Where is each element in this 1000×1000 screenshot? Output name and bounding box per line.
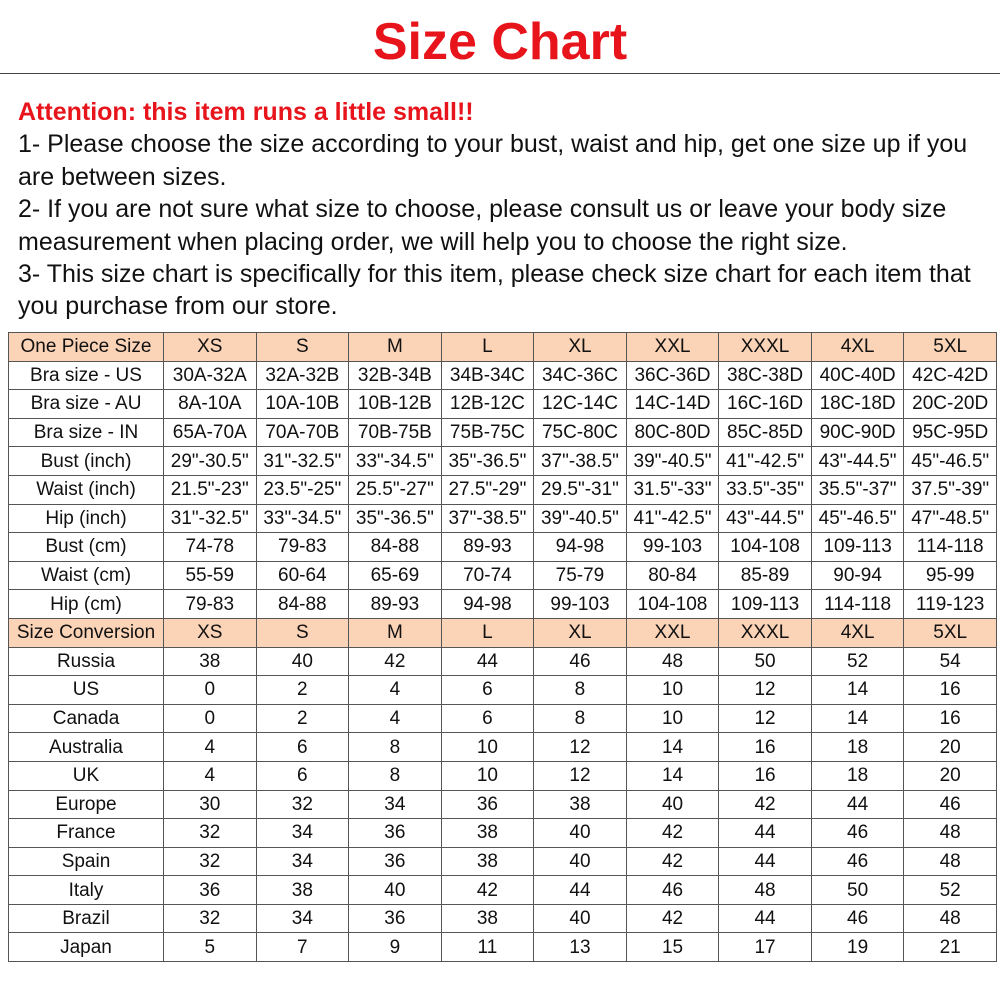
- size-header-cell: XL: [534, 333, 627, 362]
- table-cell: 23.5"-25": [256, 475, 349, 504]
- table-row: [9, 447, 997, 476]
- table-cell: 42: [626, 847, 719, 876]
- table-cell: 10: [441, 733, 534, 762]
- note-item-3: 3- This size chart is specifically for this item, please check size chart for each item that you purchase from our store.: [18, 260, 971, 321]
- table-cell: 27.5"-29": [441, 475, 534, 504]
- table-cell: 40C-40D: [811, 361, 904, 390]
- row-label-cell: Bra size - US: [9, 361, 164, 390]
- table-row: [9, 390, 997, 419]
- table-cell: 10: [626, 676, 719, 705]
- table-cell: 4: [164, 733, 257, 762]
- row-label-cell: UK: [9, 761, 164, 790]
- row-label-cell: Canada: [9, 704, 164, 733]
- table-cell: 36: [349, 847, 442, 876]
- table-cell: 11: [441, 933, 534, 962]
- table-cell: 44: [719, 904, 812, 933]
- title-divider: [0, 73, 1000, 74]
- table-cell: 35"-36.5": [441, 447, 534, 476]
- table-cell: 40: [534, 904, 627, 933]
- row-label-cell: Bra size - AU: [9, 390, 164, 419]
- table-cell: 38C-38D: [719, 361, 812, 390]
- table-cell: 99-103: [534, 590, 627, 619]
- table-cell: 29.5"-31": [534, 475, 627, 504]
- table-cell: 12: [534, 761, 627, 790]
- table-cell: 20: [904, 733, 997, 762]
- table-cell: 89-93: [349, 590, 442, 619]
- table-cell: 42: [719, 790, 812, 819]
- table-cell: 36: [441, 790, 534, 819]
- table-row: [9, 647, 997, 676]
- table-cell: 46: [626, 876, 719, 905]
- table-cell: 14: [626, 733, 719, 762]
- table-cell: 38: [441, 904, 534, 933]
- table-cell: 84-88: [349, 533, 442, 562]
- one-piece-size-header-row: [9, 333, 997, 362]
- table-cell: 44: [719, 819, 812, 848]
- table-cell: 30A-32A: [164, 361, 257, 390]
- table-cell: 44: [811, 790, 904, 819]
- size-header-cell: 5XL: [904, 333, 997, 362]
- table-cell: 36: [349, 904, 442, 933]
- table-cell: 44: [534, 876, 627, 905]
- table-cell: 34: [256, 904, 349, 933]
- table-cell: 99-103: [626, 533, 719, 562]
- table-cell: 75-79: [534, 561, 627, 590]
- table-cell: 65-69: [349, 561, 442, 590]
- table-cell: 5: [164, 933, 257, 962]
- table-cell: 10A-10B: [256, 390, 349, 419]
- table-cell: 18: [811, 761, 904, 790]
- table-cell: 36: [164, 876, 257, 905]
- table-row: [9, 475, 997, 504]
- row-label-cell: France: [9, 819, 164, 848]
- table-cell: 38: [164, 647, 257, 676]
- table-cell: 47"-48.5": [904, 504, 997, 533]
- table-cell: 37.5"-39": [904, 475, 997, 504]
- table-cell: 14: [811, 676, 904, 705]
- table-cell: 10B-12B: [349, 390, 442, 419]
- section-header-cell: Size Conversion: [9, 618, 164, 647]
- table-cell: 38: [256, 876, 349, 905]
- table-cell: 16: [904, 676, 997, 705]
- table-cell: 40: [349, 876, 442, 905]
- table-cell: 39"-40.5": [626, 447, 719, 476]
- table-cell: 42: [626, 904, 719, 933]
- note-item-2: 2- If you are not sure what size to choose, please consult us or leave your body size measurement when placing order, we will help you to choose the right size.: [18, 195, 947, 256]
- table-cell: 46: [811, 819, 904, 848]
- row-label-cell: Italy: [9, 876, 164, 905]
- table-cell: 42: [441, 876, 534, 905]
- table-cell: 8: [349, 761, 442, 790]
- row-label-cell: Hip (cm): [9, 590, 164, 619]
- size-header-cell: XXL: [626, 618, 719, 647]
- table-cell: 48: [904, 847, 997, 876]
- table-cell: 14: [626, 761, 719, 790]
- table-cell: 40: [534, 819, 627, 848]
- table-cell: 21: [904, 933, 997, 962]
- table-cell: 6: [441, 704, 534, 733]
- table-cell: 7: [256, 933, 349, 962]
- row-label-cell: Bra size - IN: [9, 418, 164, 447]
- table-cell: 41"-42.5": [626, 504, 719, 533]
- table-cell: 33"-34.5": [256, 504, 349, 533]
- table-cell: 39"-40.5": [534, 504, 627, 533]
- table-cell: 48: [904, 819, 997, 848]
- table-cell: 31.5"-33": [626, 475, 719, 504]
- section-header-cell: One Piece Size: [9, 333, 164, 362]
- table-cell: 79-83: [256, 533, 349, 562]
- table-cell: 95-99: [904, 561, 997, 590]
- table-cell: 14C-14D: [626, 390, 719, 419]
- table-cell: 46: [534, 647, 627, 676]
- table-cell: 31"-32.5": [256, 447, 349, 476]
- table-cell: 12B-12C: [441, 390, 534, 419]
- table-cell: 37"-38.5": [534, 447, 627, 476]
- table-cell: 32A-32B: [256, 361, 349, 390]
- size-header-cell: XS: [164, 333, 257, 362]
- table-cell: 44: [719, 847, 812, 876]
- table-cell: 2: [256, 704, 349, 733]
- size-header-cell: M: [349, 618, 442, 647]
- table-cell: 33.5"-35": [719, 475, 812, 504]
- table-cell: 19: [811, 933, 904, 962]
- table-row: [9, 933, 997, 962]
- table-cell: 33"-34.5": [349, 447, 442, 476]
- table-row: [9, 504, 997, 533]
- table-cell: 94-98: [441, 590, 534, 619]
- size-header-cell: 4XL: [811, 333, 904, 362]
- table-cell: 16: [719, 733, 812, 762]
- table-cell: 4: [349, 704, 442, 733]
- table-cell: 10: [441, 761, 534, 790]
- table-cell: 8: [534, 704, 627, 733]
- table-row: [9, 761, 997, 790]
- table-row: [9, 361, 997, 390]
- row-label-cell: Hip (inch): [9, 504, 164, 533]
- table-cell: 43"-44.5": [719, 504, 812, 533]
- table-cell: 109-113: [811, 533, 904, 562]
- row-label-cell: US: [9, 676, 164, 705]
- table-cell: 16C-16D: [719, 390, 812, 419]
- table-cell: 36C-36D: [626, 361, 719, 390]
- table-cell: 29"-30.5": [164, 447, 257, 476]
- table-cell: 54: [904, 647, 997, 676]
- table-cell: 75B-75C: [441, 418, 534, 447]
- size-chart-table: [8, 332, 997, 962]
- size-header-cell: 4XL: [811, 618, 904, 647]
- table-cell: 4: [164, 761, 257, 790]
- table-cell: 46: [811, 904, 904, 933]
- table-cell: 89-93: [441, 533, 534, 562]
- table-cell: 6: [256, 761, 349, 790]
- table-cell: 14: [811, 704, 904, 733]
- table-cell: 4: [349, 676, 442, 705]
- table-cell: 114-118: [904, 533, 997, 562]
- table-cell: 119-123: [904, 590, 997, 619]
- table-cell: 16: [719, 761, 812, 790]
- table-row: [9, 590, 997, 619]
- table-row: [9, 876, 997, 905]
- table-cell: 32B-34B: [349, 361, 442, 390]
- row-label-cell: Australia: [9, 733, 164, 762]
- size-header-cell: L: [441, 618, 534, 647]
- size-header-cell: XL: [534, 618, 627, 647]
- table-cell: 60-64: [256, 561, 349, 590]
- table-cell: 41"-42.5": [719, 447, 812, 476]
- table-row: [9, 676, 997, 705]
- table-cell: 8A-10A: [164, 390, 257, 419]
- row-label-cell: Brazil: [9, 904, 164, 933]
- table-cell: 80-84: [626, 561, 719, 590]
- table-cell: 43"-44.5": [811, 447, 904, 476]
- table-cell: 20: [904, 761, 997, 790]
- table-cell: 31"-32.5": [164, 504, 257, 533]
- table-cell: 104-108: [719, 533, 812, 562]
- table-cell: 6: [441, 676, 534, 705]
- table-cell: 94-98: [534, 533, 627, 562]
- table-cell: 50: [719, 647, 812, 676]
- table-row: [9, 790, 997, 819]
- size-header-cell: XXL: [626, 333, 719, 362]
- size-header-cell: XS: [164, 618, 257, 647]
- table-cell: 32: [164, 847, 257, 876]
- table-row: [9, 561, 997, 590]
- table-cell: 65A-70A: [164, 418, 257, 447]
- table-cell: 95C-95D: [904, 418, 997, 447]
- table-cell: 32: [256, 790, 349, 819]
- table-cell: 75C-80C: [534, 418, 627, 447]
- table-cell: 36: [349, 819, 442, 848]
- table-cell: 38: [441, 847, 534, 876]
- row-label-cell: Russia: [9, 647, 164, 676]
- table-cell: 8: [349, 733, 442, 762]
- table-cell: 52: [904, 876, 997, 905]
- table-cell: 34B-34C: [441, 361, 534, 390]
- table-cell: 37"-38.5": [441, 504, 534, 533]
- row-label-cell: Waist (inch): [9, 475, 164, 504]
- table-cell: 42: [349, 647, 442, 676]
- size-header-cell: 5XL: [904, 618, 997, 647]
- table-cell: 55-59: [164, 561, 257, 590]
- table-cell: 34C-36C: [534, 361, 627, 390]
- table-cell: 45"-46.5": [904, 447, 997, 476]
- table-cell: 85-89: [719, 561, 812, 590]
- table-cell: 79-83: [164, 590, 257, 619]
- row-label-cell: Bust (inch): [9, 447, 164, 476]
- table-cell: 114-118: [811, 590, 904, 619]
- table-cell: 42: [626, 819, 719, 848]
- row-label-cell: Waist (cm): [9, 561, 164, 590]
- table-cell: 0: [164, 676, 257, 705]
- table-cell: 12C-14C: [534, 390, 627, 419]
- table-cell: 52: [811, 647, 904, 676]
- table-cell: 16: [904, 704, 997, 733]
- table-cell: 70-74: [441, 561, 534, 590]
- table-cell: 48: [904, 904, 997, 933]
- row-label-cell: Spain: [9, 847, 164, 876]
- attention-note: Attention: this item runs a little small!!: [18, 98, 474, 126]
- size-header-cell: XXXL: [719, 618, 812, 647]
- table-cell: 13: [534, 933, 627, 962]
- table-cell: 18C-18D: [811, 390, 904, 419]
- table-cell: 34: [256, 847, 349, 876]
- table-row: [9, 418, 997, 447]
- table-cell: 90C-90D: [811, 418, 904, 447]
- table-cell: 40: [256, 647, 349, 676]
- table-cell: 32: [164, 904, 257, 933]
- table-cell: 9: [349, 933, 442, 962]
- table-cell: 34: [256, 819, 349, 848]
- table-cell: 70B-75B: [349, 418, 442, 447]
- note-item-1: 1- Please choose the size according to your bust, waist and hip, get one size up if you are between sizes.: [18, 130, 968, 191]
- table-cell: 35"-36.5": [349, 504, 442, 533]
- table-cell: 74-78: [164, 533, 257, 562]
- table-row: [9, 847, 997, 876]
- table-cell: 70A-70B: [256, 418, 349, 447]
- table-row: [9, 819, 997, 848]
- table-cell: 48: [626, 647, 719, 676]
- table-cell: 50: [811, 876, 904, 905]
- table-cell: 8: [534, 676, 627, 705]
- table-row: [9, 733, 997, 762]
- table-cell: 0: [164, 704, 257, 733]
- page-title: Size Chart: [372, 13, 628, 71]
- table-cell: 6: [256, 733, 349, 762]
- row-label-cell: Japan: [9, 933, 164, 962]
- table-row: [9, 704, 997, 733]
- table-cell: 2: [256, 676, 349, 705]
- table-cell: 30: [164, 790, 257, 819]
- table-cell: 84-88: [256, 590, 349, 619]
- table-cell: 109-113: [719, 590, 812, 619]
- table-cell: 34: [349, 790, 442, 819]
- table-cell: 18: [811, 733, 904, 762]
- table-cell: 25.5"-27": [349, 475, 442, 504]
- table-cell: 80C-80D: [626, 418, 719, 447]
- table-cell: 40: [534, 847, 627, 876]
- table-cell: 15: [626, 933, 719, 962]
- table-cell: 10: [626, 704, 719, 733]
- table-cell: 12: [719, 704, 812, 733]
- table-cell: 46: [811, 847, 904, 876]
- table-row: [9, 904, 997, 933]
- table-cell: 38: [534, 790, 627, 819]
- notes-block: [18, 96, 990, 323]
- table-row: [9, 533, 997, 562]
- table-cell: 40: [626, 790, 719, 819]
- table-cell: 104-108: [626, 590, 719, 619]
- size-header-cell: S: [256, 333, 349, 362]
- table-cell: 48: [719, 876, 812, 905]
- row-label-cell: Bust (cm): [9, 533, 164, 562]
- table-cell: 35.5"-37": [811, 475, 904, 504]
- row-label-cell: Europe: [9, 790, 164, 819]
- table-cell: 21.5"-23": [164, 475, 257, 504]
- table-cell: 12: [719, 676, 812, 705]
- table-cell: 46: [904, 790, 997, 819]
- size-header-cell: M: [349, 333, 442, 362]
- table-cell: 32: [164, 819, 257, 848]
- table-cell: 45"-46.5": [811, 504, 904, 533]
- table-cell: 38: [441, 819, 534, 848]
- table-cell: 90-94: [811, 561, 904, 590]
- table-cell: 17: [719, 933, 812, 962]
- size-header-cell: XXXL: [719, 333, 812, 362]
- size-header-cell: L: [441, 333, 534, 362]
- table-cell: 85C-85D: [719, 418, 812, 447]
- table-cell: 12: [534, 733, 627, 762]
- table-cell: 42C-42D: [904, 361, 997, 390]
- size-header-cell: S: [256, 618, 349, 647]
- size-conversion-header-row: [9, 618, 997, 647]
- table-cell: 44: [441, 647, 534, 676]
- table-cell: 20C-20D: [904, 390, 997, 419]
